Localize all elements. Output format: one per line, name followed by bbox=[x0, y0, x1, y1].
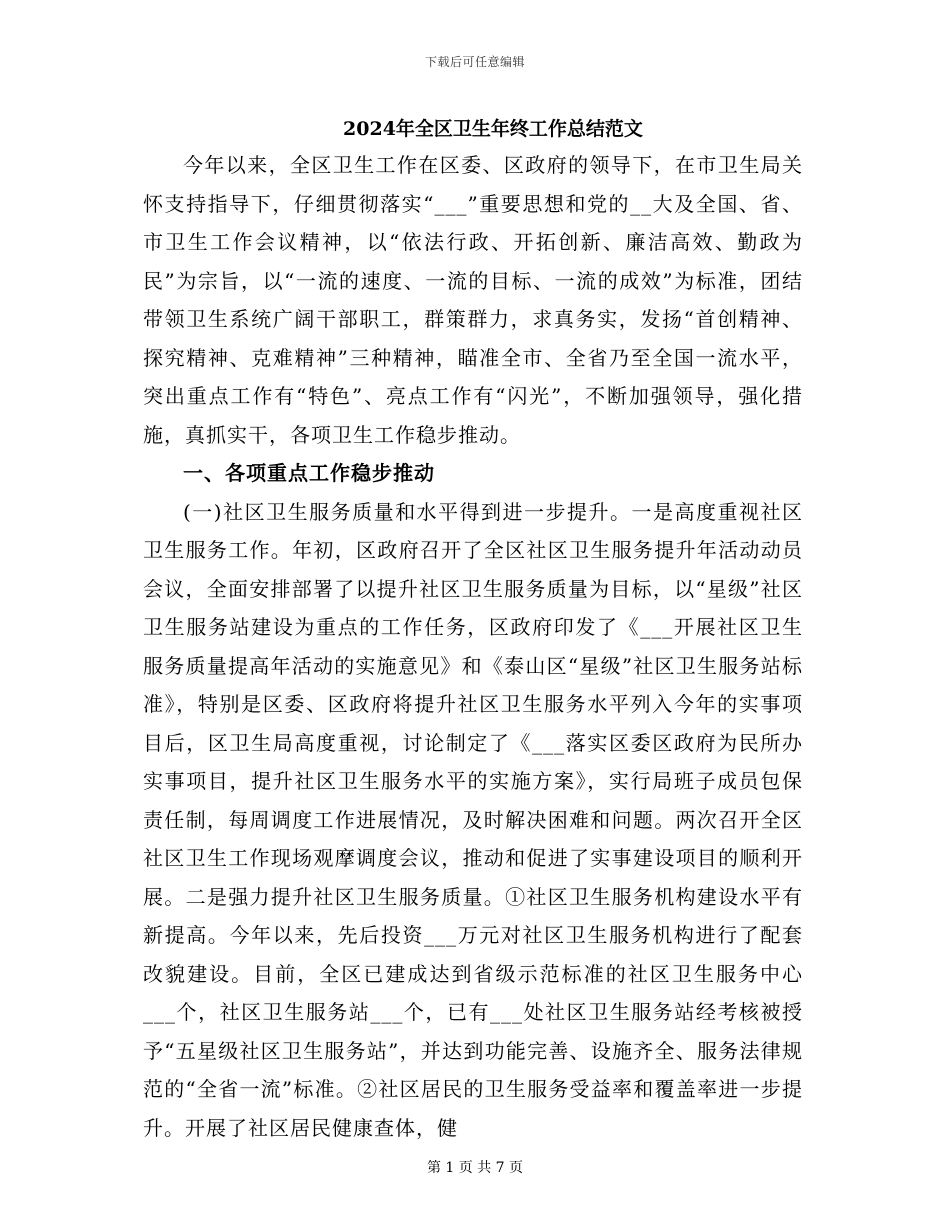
section-heading: 一、各项重点工作稳步推动 bbox=[183, 461, 435, 485]
page-number: 第 1 页 共 7 页 bbox=[426, 1160, 524, 1176]
intro-paragraph: 今年以来，全区卫生工作在区委、区政府的领导下，在市卫生局关怀支持指导下，仔细贯彻落实“___”重要思想和党的__大及全国、省、市卫生工作会议精神，以“依法行政、开拓创新、廉洁高效、勤政为民”为宗旨，以“一流的速度、一流的目标、一流的成效”为标准，团结带领卫生系统广阔干部职工，群策群力，求真务实，发扬“首创精神、探究精神、克难精神”三种精神，瞄准全市、全省乃至全国一流水平，突出重点工作有“特色”、亮点工作有“闪光”，不断加强领导，强化措施，真抓实干，各项卫生工作稳步推动。 bbox=[143, 153, 803, 447]
document-body bbox=[143, 112, 803, 1147]
document-title: 2024年全区卫生年终工作总结范文 bbox=[343, 118, 643, 140]
page-header-note: 下载后可任意编辑 bbox=[424, 55, 525, 69]
section-paragraph: (一)社区卫生服务质量和水平得到进一步提升。一是高度重视社区卫生服务工作。年初，区政府召开了全区社区卫生服务提升年活动动员会议，全面安排部署了以提升社区卫生服务质量为目标，以“星级”社区卫生服务站建设为重点的工作任务，区政府印发了《___开展社区卫生服务质量提高年活动的实施意见》和《泰山区“星级”社区卫生服务站标准》，特别是区委、区政府将提升社区卫生服务水平列入今年的实事项目后，区卫生局高度重视，讨论制定了《___落实区委区政府为民所办实事项目，提升社区卫生服务水平的实施方案》，实行局班子成员包保责任制，每周调度工作进展情况，及时解决困难和问题。两次召开全区社区卫生工作现场观摩调度会议，推动和促进了实事建设项目的顺利开展。二是强力提升社区卫生服务质量。①社区卫生服务机构建设水平有新提高。今年以来，先后投资___万元对社区卫生服务机构进行了配套改貌建设。目前，全区已建成达到省级示范标准的社区卫生服务中心___个，社区卫生服务站___个，已有___处社区卫生服务站经考核被授予“五星级社区卫生服务站”，并达到功能完善、设施齐全、服务法律规范的“全省一流”标准。②社区居民的卫生服务受益率和覆盖率进一步提升。开展了社区居民健康查体，健 bbox=[143, 499, 803, 1140]
